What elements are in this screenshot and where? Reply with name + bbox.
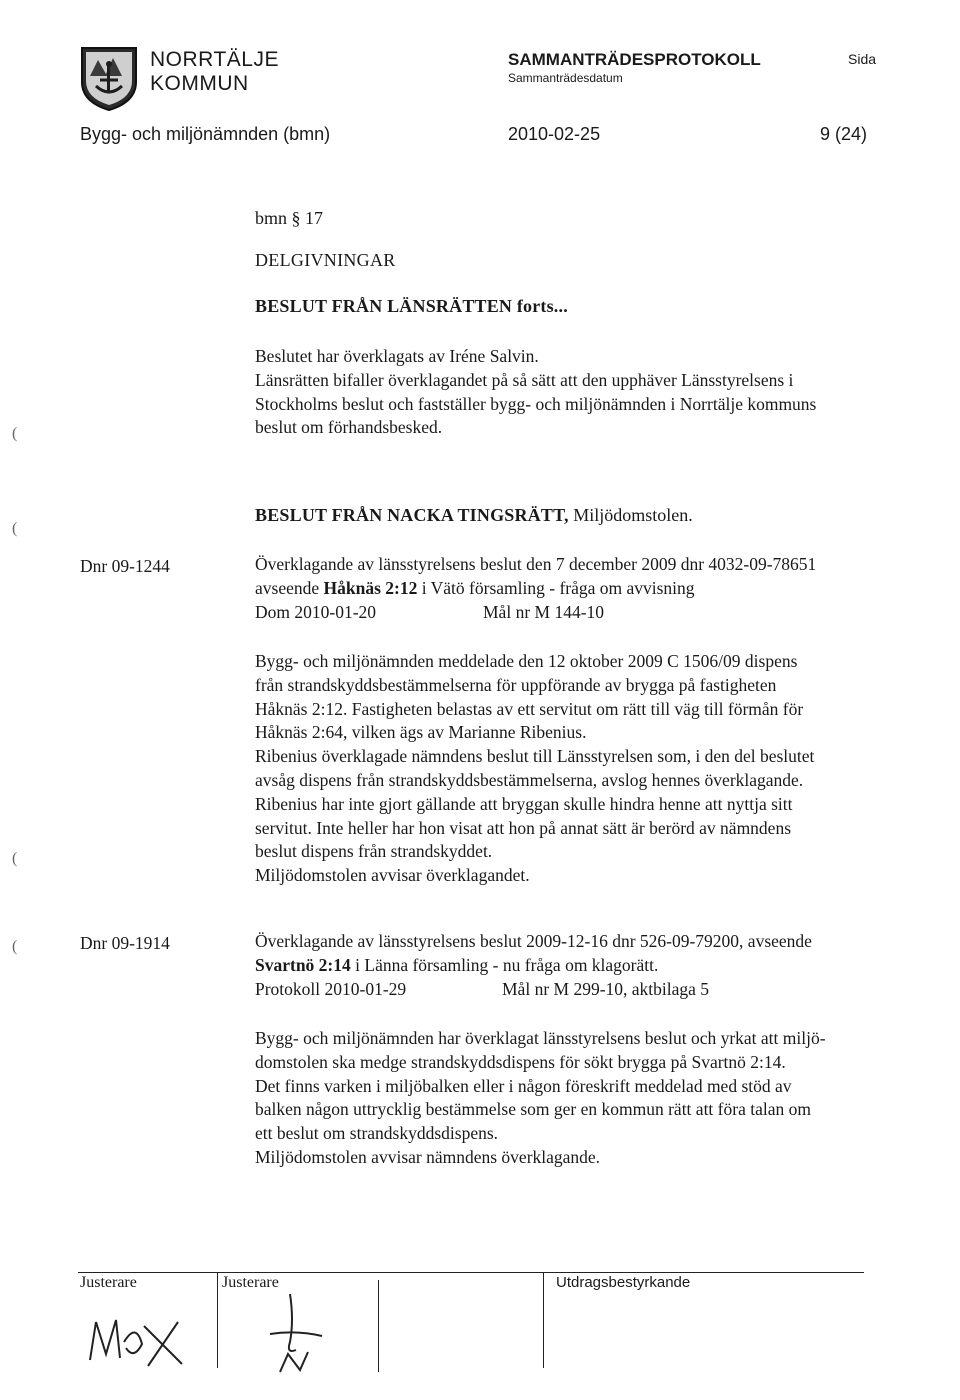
justerare-label-2: Justerare — [222, 1274, 279, 1291]
paragraph-line: Stockholms beslut och fastställer bygg- och miljönämnden i Norrtälje kommuns — [255, 393, 817, 414]
case-number: Mål nr M 299-10, aktbilaga 5 — [502, 978, 710, 999]
summary-line — [255, 954, 925, 978]
body-line: Miljödomstolen avvisar överklagandet. — [255, 865, 530, 886]
footer-divider — [217, 1272, 218, 1368]
footer-divider — [543, 1272, 544, 1368]
property-designation: Svartnö 2:14 — [255, 954, 351, 975]
body-line: Håknäs 2:12. Fastigheten belastas av ett servitut om rätt till väg till förmån för — [255, 698, 804, 719]
body-line: avsåg dispens från strandskyddsbestämmelserna, avslog hennes överklagande. — [255, 769, 804, 790]
paragraph-line: beslut om förhandsbesked. — [255, 417, 443, 438]
body-line: Bygg- och miljönämnden meddelade den 12 oktober 2009 C 1506/09 dispens — [255, 651, 798, 671]
document-title: SAMMANTRÄDESPROTOKOLL — [508, 50, 761, 69]
property-designation: Håknäs 2:12 — [323, 577, 418, 598]
case-dnr: Dnr 09-1914 — [80, 933, 170, 953]
summary-line — [255, 577, 925, 601]
signature-initials-2 — [250, 1290, 350, 1376]
body-line: Bygg- och miljönämnden har överklagat länsstyrelsens beslut och yrkat att miljö- — [255, 1028, 826, 1048]
paragraph-line: Länsrätten bifaller överklagandet på så sätt att den upphäver Länsstyrelsens i — [255, 369, 794, 390]
case-body — [255, 1027, 925, 1170]
margin-mark: ( — [12, 850, 18, 867]
body-line: Håknäs 2:64, vilken ägs av Marianne Ribenius. — [255, 722, 587, 743]
organization-name-line1: NORRTÄLJE — [150, 48, 279, 71]
body-line: Det finns varken i miljöbalken eller i någon föreskrift meddelad med stöd av — [255, 1075, 792, 1096]
body-line: balken någon uttrycklig bestämmelse som ger en kommun rätt att föra talan om — [255, 1099, 811, 1120]
justerare-label-1: Justerare — [80, 1274, 137, 1291]
committee-name: Bygg- och miljönämnden (bmn) — [80, 124, 331, 144]
body-line: domstolen ska medge strandskyddsdispens för sökt brygga på Svartnö 2:14. — [255, 1051, 786, 1072]
margin-mark: ( — [12, 938, 18, 955]
margin-mark: ( — [12, 425, 18, 442]
summary-post: i Länna församling - nu fråga om klagorätt. — [350, 954, 659, 975]
case-summary — [255, 930, 925, 1001]
utdragsbestyrkande-label: Utdragsbestyrkande — [556, 1274, 691, 1291]
subheading-lansratten: BESLUT FRÅN LÄNSRÄTTEN forts... — [255, 296, 568, 316]
footer-rule — [78, 1272, 864, 1273]
subheading-regular-part: Miljödomstolen. — [568, 505, 693, 525]
page-number: 9 (24) — [820, 124, 868, 144]
margin-mark: ( — [12, 520, 18, 537]
organization-name-line2: KOMMUN — [150, 72, 249, 95]
case-reference-row — [255, 601, 925, 625]
section-title: DELGIVNINGAR — [255, 250, 396, 270]
body-line: ett beslut om strandskyddsdispens. — [255, 1123, 499, 1144]
subheading-bold-part: BESLUT FRÅN NACKA TINGSRÄTT, — [255, 505, 569, 525]
case-protocol-date: Protokoll 2010-01-29 — [255, 978, 407, 999]
footer-divider — [378, 1280, 379, 1372]
paragraph-lansratten — [255, 345, 915, 440]
meeting-date: 2010-02-25 — [508, 124, 601, 144]
case-body — [255, 650, 925, 888]
signature-initials-1 — [84, 1308, 194, 1374]
summary-line: Överklagande av länsstyrelsens beslut 2009-12-16 dnr 526-09-79200, avseende — [255, 931, 812, 951]
body-line: beslut dispens från strandskyddet. — [255, 841, 493, 862]
body-line: från strandskyddsbestämmelserna för uppförande av brygga på fastigheten — [255, 674, 777, 695]
summary-post: i Vätö församling - fråga om avvisning — [417, 577, 695, 598]
case-number: Mål nr M 144-10 — [483, 601, 605, 622]
body-line: servitut. Inte heller har hon visat att hon på annat sätt är berörd av nämndens — [255, 817, 792, 838]
case-decision-date: Dom 2010-01-20 — [255, 601, 377, 622]
subheading-nacka-tingsratt — [255, 505, 693, 526]
paragraph-line: Beslutet har överklagats av Iréne Salvin. — [255, 346, 539, 366]
coat-of-arms-logo — [80, 46, 138, 112]
page-label: Sida — [848, 51, 877, 67]
body-line: Ribenius överklagade nämndens beslut till Länsstyrelsen som, i den del beslutet — [255, 746, 815, 767]
body-line: Miljödomstolen avvisar nämndens överklagande. — [255, 1146, 601, 1167]
summary-line: Överklagande av länsstyrelsens beslut den 7 december 2009 dnr 4032-09-78651 — [255, 554, 817, 574]
case-summary — [255, 553, 925, 624]
case-dnr: Dnr 09-1244 — [80, 556, 170, 576]
summary-pre: avseende — [255, 577, 324, 598]
case-reference-row — [255, 978, 925, 1002]
body-line: Ribenius har inte gjort gällande att bryggan skulle hindra henne att nyttja sitt — [255, 793, 793, 814]
meeting-date-label: Sammanträdesdatum — [508, 71, 623, 85]
section-reference: bmn § 17 — [255, 208, 324, 228]
